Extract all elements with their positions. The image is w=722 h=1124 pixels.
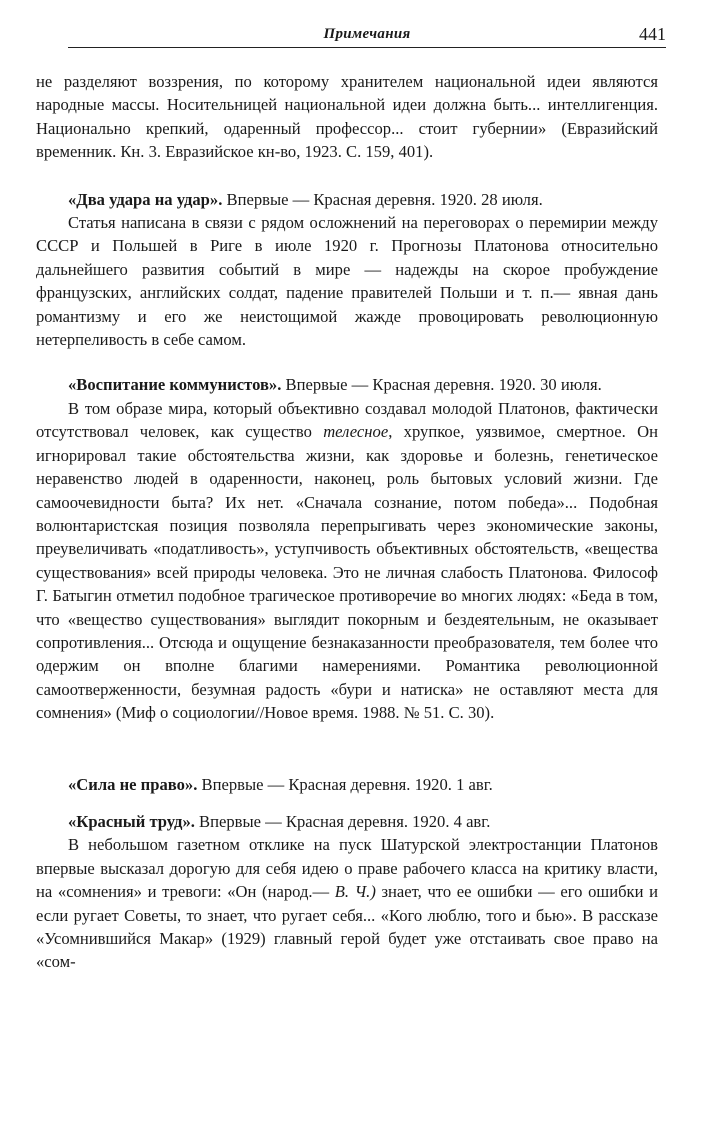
paragraph-text: , хрупкое, уязвимое, смертное. Он игнорировал такие обстоятельства жизни, как здоровье и болезнь, генетическое неравенство людей в одаренности, наконец, роль бытовых условий жизни. Где самоочевидности быта? Их нет. «Сначала сознание, потом победа»... Подобная волюнтаристская позиция позволяла перепрыгивать через экономические законы, преувеличивать «податливость», уступчивость объективных обстоятельств, «вещества существования» всей природы человека. Это не личная слабость Платонова. Философ Г. Батыгин отметил подобное трагическое противоречие во многих людях: «Беда в том, что «вещество существования» выглядит покорным и бездеятельным, не оказывает сопротивления... Отсюда и ощущение безнаказанности преобразователя, тем более что одержим он вполне благими намерениями. Романтика революционной самоотверженности, безумная радость «бури и натиска» не оставляют места для сомнения» (Миф о социологии//Новое время. 1988. № 51. С. 30). bbox=[36, 422, 658, 723]
paragraph-text-block bbox=[36, 397, 658, 725]
entry-dva-udara bbox=[68, 188, 658, 211]
paragraph-text-block bbox=[36, 211, 658, 351]
running-title: Примечания bbox=[323, 26, 411, 42]
paragraph-text-block bbox=[36, 833, 658, 973]
document-body bbox=[36, 70, 658, 974]
paragraph-continuation bbox=[36, 70, 658, 164]
entry-title: «Сила не право». bbox=[68, 774, 198, 794]
entry-krasny-trud bbox=[68, 810, 658, 833]
emphasis-text: В. Ч.) bbox=[334, 882, 376, 902]
page-header bbox=[68, 26, 666, 50]
paragraph-text: знает, что ее ошибки — его ошибки и если ругает Советы, то знает, что ругает себя... «Кого люблю, того и бью». В рассказе «Усомнившийся Макар» (1929) главный герой будет уже отстаивать свое право на «сом- bbox=[36, 882, 658, 972]
entry-source: Впервые — Красная деревня. 1920. 30 июля. bbox=[281, 375, 602, 395]
emphasis-text: телесное bbox=[323, 422, 389, 442]
paragraph-text: В небольшом газетном отклике на пуск Шатурской электростанции Платонов впервые высказал дорогую для себя идею о праве рабочего класса на критику власти, на «сомнения» и тревоги: «Он (народ.— bbox=[36, 835, 658, 902]
entry-title: «Два удара на удар». bbox=[68, 189, 223, 209]
entry-title: «Воспитание коммунистов». bbox=[68, 375, 282, 395]
entry-title: «Красный труд». bbox=[68, 811, 195, 831]
paragraph-text: В том образе мира, который объективно создавал молодой Платонов, фактически отсутствовал человек, как существо bbox=[36, 398, 658, 442]
entry-source: Впервые — Красная деревня. 1920. 1 авг. bbox=[197, 774, 493, 794]
header-rule bbox=[68, 47, 666, 48]
entry-source: Впервые — Красная деревня. 1920. 28 июля. bbox=[222, 189, 543, 209]
entry-source: Впервые — Красная деревня. 1920. 4 авг. bbox=[194, 811, 491, 831]
entry-vospitanie bbox=[36, 373, 658, 396]
paragraph-text: Статья написана в связи с рядом осложнений на переговорах о перемирии между СССР и Польшей в Риге в июле 1920 г. Прогнозы Платонова относительно дальнейшего развития событий в мире — надежды на скорое пробуждение французских, английских солдат, падение правителей Польши и т. п.— явная дань романтизму и его же неистощимой жажде провоцировать революционную нетерпеливость в себе самом. bbox=[36, 213, 658, 350]
entry-sila bbox=[68, 773, 658, 796]
paragraph-text: не разделяют воззрения, по которому хранителем национальной идеи являются народные массы. Носительницей национальной идеи должна быть... интеллигенция. Национально крепкий, одаренный профессор... стоит губернии» (Евразийский временник. Кн. 3. Евразийское кн-во, 1923. С. 159, 401). bbox=[36, 72, 658, 162]
page-number: 441 bbox=[639, 24, 666, 44]
